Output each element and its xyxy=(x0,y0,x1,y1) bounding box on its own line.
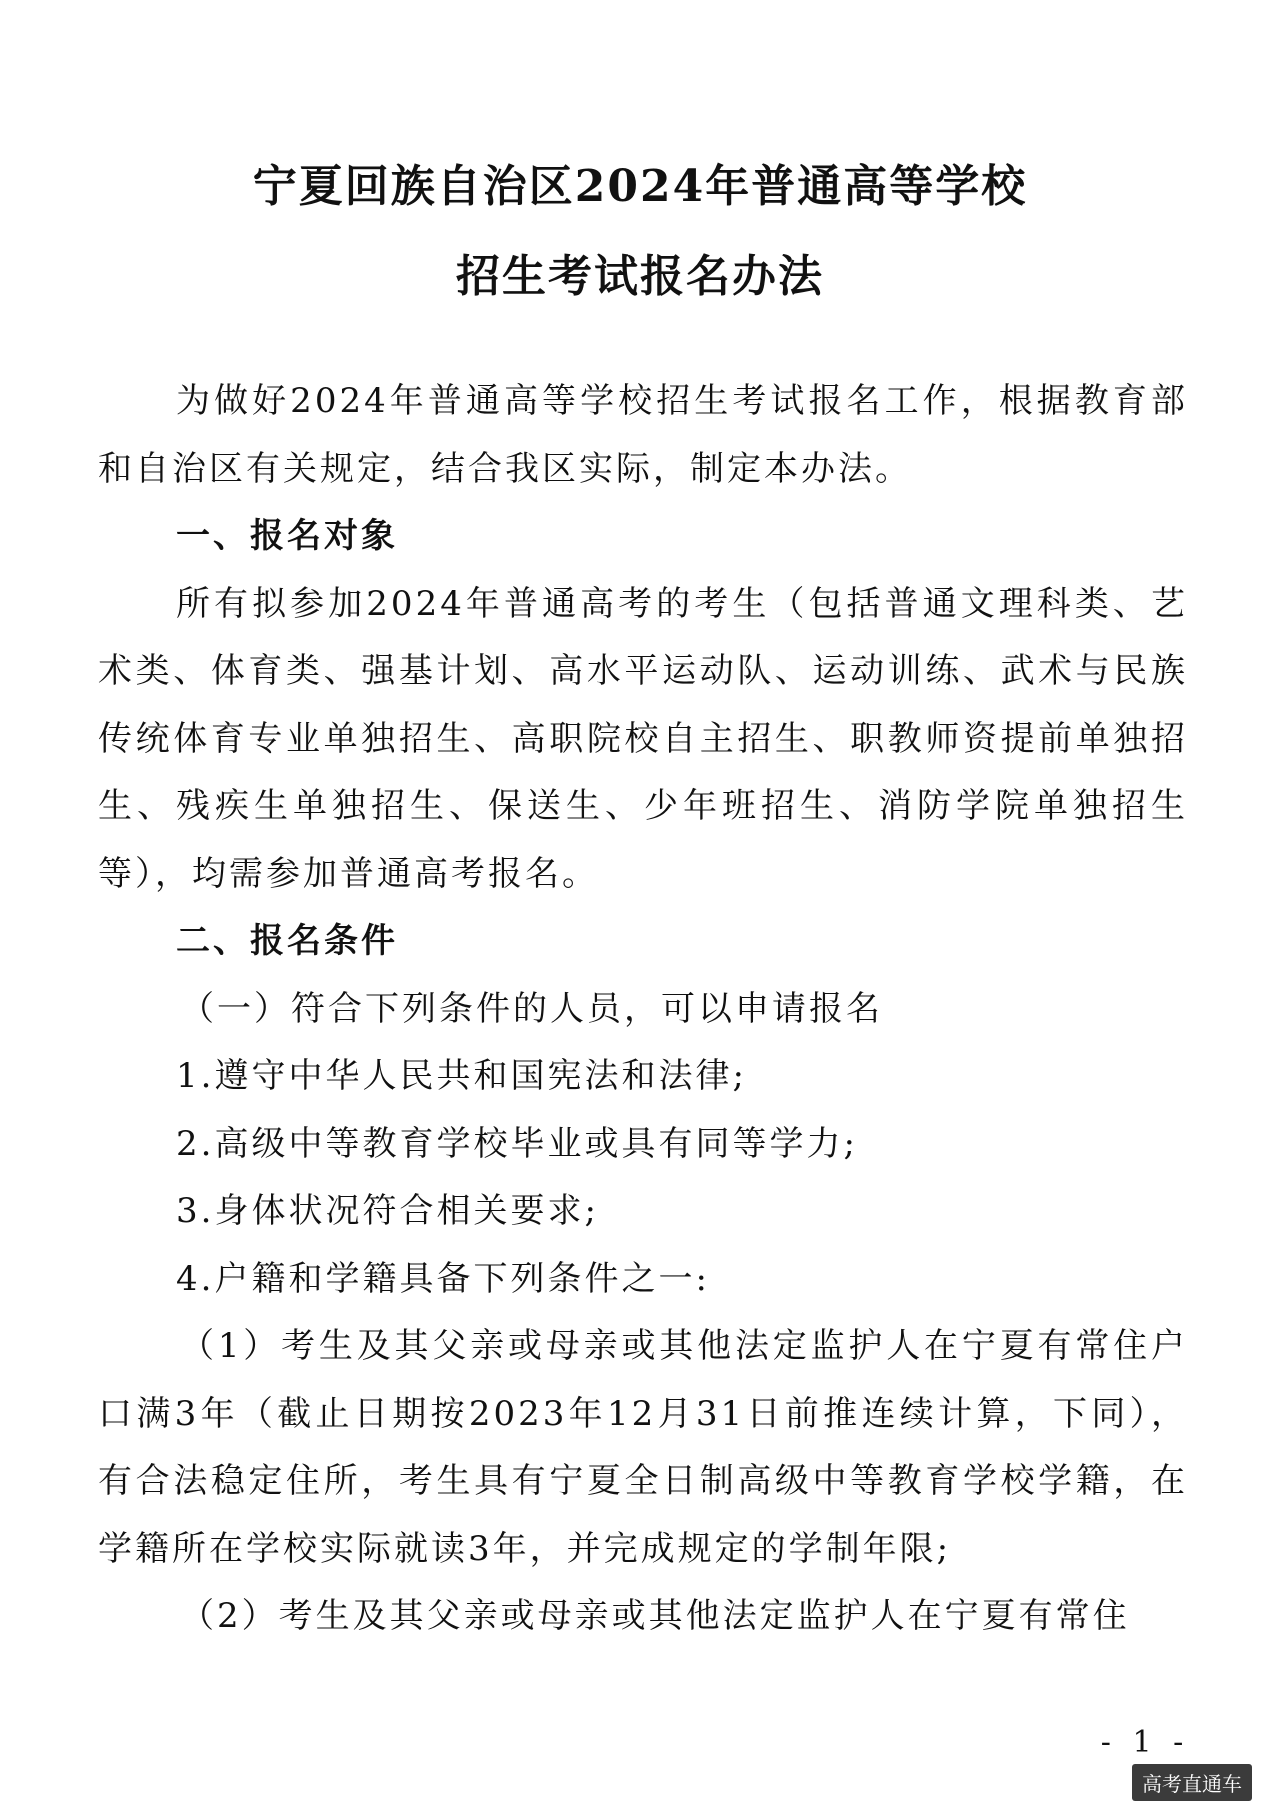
document-title-line1: 宁夏回族自治区2024年普通高等学校 xyxy=(252,161,1028,212)
intro-paragraph: 为做好2024年普通高等学校招生考试报名工作，根据教育部和自治区有关规定，结合我区实际，制定本办法。 xyxy=(98,381,1188,489)
condition-item-2: 2.高级中等教育学校毕业或具有同等学力; xyxy=(176,1123,858,1164)
watermark-label: 高考直通车 xyxy=(1132,1764,1252,1801)
paragraph-applicants: 所有拟参加2024年普通高考的考生（包括普通文理科类、艺术类、体育类、强基计划、高水平运动队、运动训练、武术与民族传统体育专业单独招生、高职院校自主招生、职教师资提前单独招生、残疾生单独招生、保送生、少年班招生、消防学院单独招生等），均需参加普通高考报名。 xyxy=(98,583,1188,894)
condition-item-1: 1.遵守中华人民共和国宪法和法律; xyxy=(176,1056,747,1096)
section-heading-1: 一、报名对象 xyxy=(176,516,398,556)
page-number: - 1 - xyxy=(1100,1725,1190,1760)
section-heading-2: 二、报名条件 xyxy=(176,921,398,961)
condition-item-4: 4.户籍和学籍具备下列条件之一: xyxy=(176,1258,710,1299)
condition-item-3: 3.身体状况符合相关要求; xyxy=(176,1191,599,1231)
document-body xyxy=(98,368,1188,1651)
document-title-line2: 招生考试报名办法 xyxy=(456,251,824,302)
condition-subitem-2: （2）考生及其父亲或母亲或其他法定监护人在宁夏有常住 xyxy=(180,1596,1130,1636)
subsection-heading-1: （一）符合下列条件的人员，可以申请报名 xyxy=(180,988,883,1029)
condition-subitem-1: （1）考生及其父亲或母亲或其他法定监护人在宁夏有常住户口满3年（截止日期按2023年12月31日前推连续计算，下同），有合法稳定住所，考生具有宁夏全日制高级中等教育学校学籍，在学籍所在学校实际就读3年，并完成规定的学制年限; xyxy=(98,1326,1188,1569)
